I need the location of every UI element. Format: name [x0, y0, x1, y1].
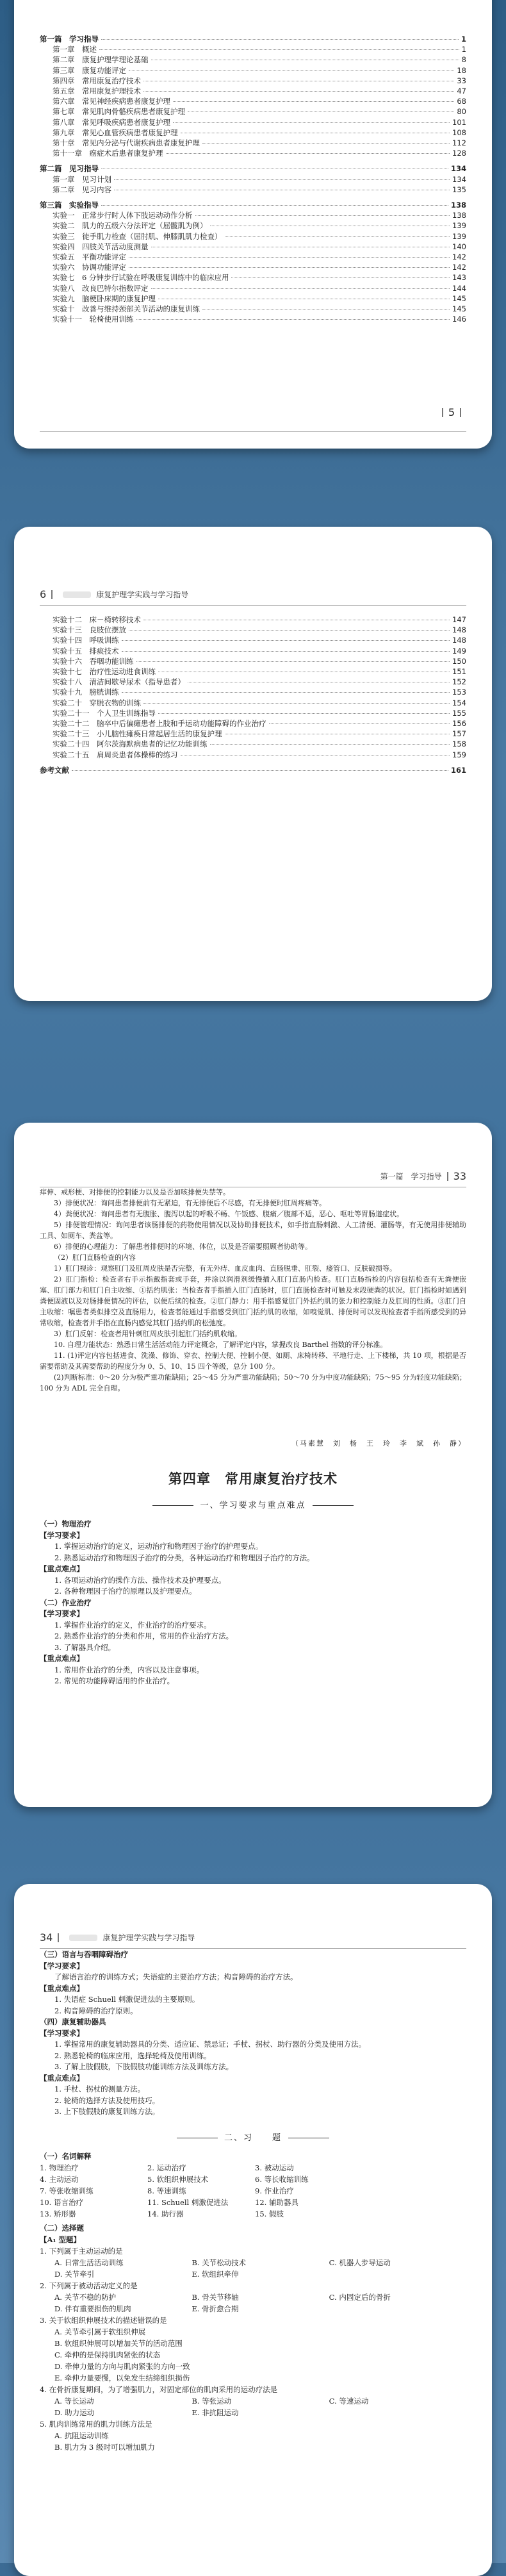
paragraph: 1）肛门视诊：观察肛门及肛周皮肤是否完整，有无外痔、血皮血肉、直肠脱垂、肛裂、瘘管口、反肤破损等。: [54, 1264, 396, 1273]
question: [40, 2418, 466, 2453]
toc-row[interactable]: [40, 96, 466, 106]
vocab-term: 14. 助行器: [147, 2209, 184, 2218]
toc-leader: [173, 101, 454, 102]
toc-label: 实验十 改善与维持颈部关节活动的康复训练: [53, 304, 200, 314]
page-number: 5: [448, 406, 455, 418]
paragraph: 3）肛门反射：检查者用针刺肛周皮肤引起肛门括约肌收缩。: [54, 1330, 241, 1338]
outline-heading: 【重点难点】: [40, 1564, 84, 1573]
outline-item: 2. 熟悉作业治疗的分类和作用，常用的作业治疗方法。: [54, 1631, 234, 1640]
paragraph: 5）排便管理情况：询问患者该肠排便的药物使用情况以及协助排便技术，如手指直肠刺激、人工清便、灌肠等，有无使用排便辅助工具、如厕车、粪盆等。: [40, 1221, 466, 1240]
vocab-term: 9. 作业治疗: [255, 2186, 294, 2195]
toc-label: 实验十三 良肢位摆放: [53, 625, 126, 635]
toc-page: 159: [452, 750, 466, 759]
answer-option[interactable]: A. 关节不稳的防护: [54, 2293, 117, 2302]
outline-item: 2. 构音障碍的治疗原则。: [54, 2006, 138, 2015]
toc-page: 147: [452, 615, 466, 624]
option-group: [40, 2430, 466, 2453]
toc-leader: [129, 257, 450, 258]
outline-heading: 【学习要求】: [40, 1530, 84, 1540]
toc-leader: [202, 143, 450, 144]
toc-label: 实验二十三 小儿脑性瘫痪日常起居生活的康复护理: [53, 729, 222, 739]
question: [40, 2384, 466, 2418]
outline: [40, 1949, 466, 2118]
toc-row[interactable]: [40, 65, 466, 76]
logo-chip: [69, 1935, 97, 1941]
toc-page: 1: [461, 35, 466, 44]
vocab-term: 15. 假肢: [255, 2209, 284, 2218]
toc-page: 149: [452, 646, 466, 656]
toc-row[interactable]: [40, 76, 466, 86]
toc-label: 实验十四 呼吸训练: [53, 636, 119, 645]
toc-leader: [72, 770, 448, 771]
toc-page: 33: [457, 76, 466, 85]
toc-label: 实验一 正常步行时人体下肢运动动作分析: [53, 211, 193, 220]
toc-label: 第三篇 实验指导: [40, 201, 99, 210]
vocab-term: 6. 等长收缩训练: [255, 2175, 309, 2184]
toc-row[interactable]: [40, 138, 466, 148]
answer-option[interactable]: B. 骨关节移轴: [192, 2293, 239, 2302]
toc-page: 148: [452, 625, 466, 635]
page-footer: [437, 406, 466, 418]
toc-row[interactable]: [40, 677, 466, 687]
vocab-term: [363, 2197, 466, 2208]
toc-label: 实验二 肌力的五级六分法评定（屈髋肌为例）: [53, 221, 208, 231]
toc-row[interactable]: [40, 242, 466, 252]
toc-page: 139: [452, 231, 466, 241]
toc-label: 实验二十四 阿尔茨海默病患者的记忆功能训练: [53, 739, 208, 749]
outline-heading: 【重点难点】: [40, 1983, 84, 1993]
outline-heading: 【学习要求】: [40, 2028, 84, 2038]
option-group: [40, 2257, 466, 2280]
toc-leader: [166, 153, 450, 154]
page-number: 6: [40, 588, 47, 600]
answer-option[interactable]: A. 关节牵引属于软组织伸展: [54, 2327, 146, 2336]
toc-leader: [129, 630, 450, 631]
paragraph: 4）粪便状况：询问患者有无腹胀、腹泻以起的呼吸不畅、午饭感、腹痛／腹部不适，恶心、呕吐等胃肠道症状。: [54, 1210, 404, 1218]
toc-row[interactable]: [40, 646, 466, 656]
question: [40, 2315, 466, 2384]
answer-option[interactable]: D. 伴有重要损伤的肌肉: [54, 2304, 131, 2313]
toc-row[interactable]: [40, 148, 466, 158]
toc-page: 142: [452, 252, 466, 262]
question-stem: 4. 在骨折康复期间，为了增强肌力，对固定部位的肌肉采用的运动疗法是: [40, 2385, 278, 2394]
answer-option[interactable]: E. 软组织牵伸: [192, 2270, 239, 2279]
toc-label: 实验二十二 脑卒中后偏瘫患者上肢和手运动功能障碍的作业治疗: [53, 719, 266, 729]
logo-chip: [63, 591, 91, 598]
toc-row[interactable]: [40, 687, 466, 697]
outline: [40, 1519, 466, 1687]
toc-label: 第五章 常用康复护理技术: [53, 87, 141, 96]
toc-page: 156: [452, 719, 466, 729]
paragraph: 6）排便的心理能力：了解患者排便时的环境、体位，以及是否需要照顾者协助等。: [54, 1243, 312, 1251]
toc-row[interactable]: [40, 765, 466, 775]
vocab-term: [363, 2185, 466, 2197]
toc-label: 实验十二 床－椅转移技术: [53, 615, 141, 624]
toc-row[interactable]: [40, 185, 466, 195]
paragraph: 痒伸、戒形梗、对排便的控制能力以及是否加咳排便失禁等。: [40, 1188, 230, 1196]
section-title: 一、学习要求与重点难点: [14, 1498, 492, 1510]
toc-leader: [129, 70, 454, 71]
toc-leader: [143, 91, 454, 92]
option-group: [40, 2291, 466, 2315]
vocab-term: 11. Schuell 刺激促进法: [147, 2198, 229, 2207]
question-list: [40, 2245, 466, 2453]
outline-item: 2. 熟悉轮椅的临床应用，选择轮椅及使用训练。: [54, 2051, 211, 2060]
outline-heading: 【重点难点】: [40, 2073, 84, 2083]
answer-option[interactable]: C. 牵伸的是保持肌肉紧张的状态: [54, 2350, 161, 2359]
question: [40, 2280, 466, 2315]
toc-leader: [158, 713, 450, 714]
vocab-term: 3. 被动运动: [255, 2163, 294, 2172]
toc-row[interactable]: [40, 44, 466, 54]
chapter-title: 第四章 常用康复治疗技术: [168, 1471, 338, 1487]
page-number: 33: [453, 1170, 466, 1182]
toc-part-row[interactable]: [40, 163, 466, 174]
toc-row[interactable]: [40, 656, 466, 666]
toc-row[interactable]: [40, 304, 466, 314]
outline-item: 1. 掌握运动治疗的定义，运动治疗和物理因子治疗的护理要点。: [54, 1542, 263, 1551]
question-stem: 1. 下列属于主动运动的是: [40, 2247, 123, 2256]
toc-row[interactable]: [40, 708, 466, 718]
toc-page: 101: [452, 117, 466, 127]
toc-page: 140: [452, 242, 466, 251]
outline-item: 1. 掌握常用的康复辅助器具的分类、适应证、禁忌证；手杖、拐杖、助行器的分类及使用方法。: [54, 2040, 366, 2049]
paragraph: 2）肛门指检：检查者右手示指戴指套或手套，并涂以润滑剂缓慢插入肛门直肠内检查。肛门直肠指检的内容包括检查有无粪便嵌塞、肛门部力和肛门自主收缩、①括约肌张：当检查者手指插入肛门直肠时，肛门直肠检查时可触及末段硬粪的状况。肛门指检时如遇到粪便固液以及对肠排便情况的评估，以便后续的检查。②肛门静力：用手指感觉肛门外括约肌的张力和控制能力及肛周的性质。③肛门自主收缩：嘱患者类似排空及直肠用力，检查者能通过手指感受到肛门括约肌的收缩，如嗅觉肌、排便时可以发现检查者手指所感受到的异常收缩，检查者并手指在直肠内感觉其肛门括约肌的松弛度。: [40, 1275, 466, 1327]
toc-page: 8: [461, 55, 466, 65]
vocab-term: 4. 主动运动: [40, 2175, 79, 2184]
outline-item: 了解语言治疗的训练方式；失语症的主要治疗方法；构音障碍的治疗方法。: [54, 1972, 298, 1981]
paragraph: （2）肛门直肠检查的内容: [54, 1253, 136, 1262]
toc-label: 实验四 四肢关节活动度测量: [53, 242, 149, 251]
toc-row[interactable]: [40, 314, 466, 324]
vocab-grid: [40, 2162, 466, 2220]
toc-row[interactable]: [40, 718, 466, 729]
running-title: 康复护理学实践与学习指导: [96, 590, 189, 599]
answer-option[interactable]: D. 牵伸力量的方向与肌肉紧张的方向一致: [54, 2362, 190, 2371]
answer-option[interactable]: C. 等速运动: [329, 2397, 369, 2406]
paragraph: (2)判断标准：0～20 分为极严重功能缺陷；25～45 分为严重功能缺陷；50～70 分为中度功能缺陷；75～95 分为轻度功能缺陷；100 分为 ADL 完全自理。: [40, 1373, 466, 1392]
toc-row[interactable]: [40, 750, 466, 760]
toc-page: 155: [452, 708, 466, 718]
vocab-term: 8. 等速训练: [147, 2186, 186, 2195]
toc-row[interactable]: [40, 635, 466, 645]
toc-label: 参考文献: [40, 765, 69, 775]
answer-option[interactable]: B. 肌力为 3 级时可以增加肌力: [54, 2443, 155, 2452]
outline-heading: （一）物理治疗: [40, 1519, 92, 1528]
body-text: [40, 1187, 466, 1394]
toc-page: 154: [452, 698, 466, 707]
vocab-term: 2. 运动治疗: [147, 2163, 186, 2172]
vocab-heading: （一）名词解释: [40, 2152, 92, 2161]
toc-row[interactable]: [40, 54, 466, 65]
toc-label: 实验五 平衡功能评定: [53, 252, 126, 262]
answer-option[interactable]: E. 非抗阻运动: [192, 2408, 239, 2417]
toc-label: 第二章 见习内容: [53, 185, 111, 194]
answer-option[interactable]: A. 等长运动: [54, 2397, 94, 2406]
toc-page: 157: [452, 729, 466, 739]
toc-leader: [114, 179, 450, 180]
choice-section: [40, 2222, 466, 2453]
page-number: 34: [40, 1931, 53, 1944]
toc-label: 实验二十五 肩周炎患者体操棒的练习: [53, 750, 178, 759]
toc-label: 实验十八 清洁间歇导尿术（指导患者）: [53, 677, 185, 687]
toc-label: 第二章 康复护理学理论基础: [53, 55, 149, 65]
toc-page: 143: [452, 273, 466, 283]
toc-page: 68: [457, 97, 466, 106]
toc-page: 152: [452, 677, 466, 687]
toc-page: 18: [457, 65, 466, 75]
page-footer-rule: [40, 431, 466, 432]
outline-item: 1. 手杖、拐杖的测量方法。: [54, 2085, 145, 2093]
toc-page: 1: [461, 45, 466, 54]
toc-row[interactable]: [40, 220, 466, 231]
toc-leader: [136, 319, 450, 320]
toc-page: 161: [450, 765, 466, 775]
toc-page: 134: [450, 164, 466, 174]
toc-leader: [210, 744, 450, 745]
toc-leader: [129, 267, 450, 268]
toc-row[interactable]: [40, 666, 466, 677]
outline-heading: （三）语言与吞咽障碍治疗: [40, 1950, 128, 1959]
outline-item: 2. 熟悉运动治疗和物理因子治疗的分类，各种运动治疗和物理因子治疗的方法。: [54, 1553, 314, 1562]
toc-page: 128: [452, 149, 466, 158]
toc-leader: [173, 122, 450, 123]
choice-subheading: 【A₁ 型题】: [40, 2235, 81, 2244]
toc-leader: [101, 39, 459, 40]
toc-row[interactable]: [40, 698, 466, 708]
outline-item: 2. 常见的功能障碍适用的作业治疗。: [54, 1676, 175, 1685]
section-title: 二、习 题: [14, 2131, 492, 2143]
outline-heading: 【学习要求】: [40, 1609, 84, 1618]
toc-row[interactable]: [40, 128, 466, 138]
answer-option[interactable]: A. 抗阻运动训练: [54, 2431, 109, 2440]
answer-option[interactable]: B. 等张运动: [192, 2397, 232, 2406]
answer-option[interactable]: B. 关节松动技术: [192, 2258, 247, 2267]
toc-label: 第四章 常用康复治疗技术: [53, 76, 141, 85]
running-head: [40, 1931, 466, 1944]
toc-label: 实验三 徒手肌力检查（屈肘肌、伸膝肌肌力检查）: [53, 231, 222, 241]
running-head: [40, 1170, 466, 1182]
vocab-term: 12. 辅助器具: [255, 2198, 298, 2207]
running-title: 康复护理学实践与学习指导: [102, 1933, 195, 1942]
toc-part-row[interactable]: [40, 200, 466, 210]
toc-label: 第二篇 见习指导: [40, 164, 99, 174]
toc-leader: [195, 215, 450, 216]
choice-heading: （二）选择题: [40, 2224, 84, 2233]
toc-leader: [101, 205, 448, 206]
answer-option[interactable]: B. 软组织伸展可以增加关节的活动范围: [54, 2339, 183, 2348]
outline-item: 3. 上下肢假肢的康复训练方法。: [54, 2107, 160, 2116]
answer-option[interactable]: C. 内固定后的骨折: [329, 2293, 391, 2302]
running-head: [40, 588, 466, 600]
toc-page: 142: [452, 263, 466, 272]
outline-item: 1. 掌握作业治疗的定义，作业治疗的治疗要求。: [54, 1620, 211, 1630]
vocab-term: 7. 等张收缩训练: [40, 2186, 94, 2195]
author-signature: （马素慧 刘 杨 王 玲 李 斌 孙 静）: [291, 1439, 466, 1448]
toc-label: 实验十五 排痰技术: [53, 646, 119, 656]
outline-heading: 【学习要求】: [40, 1961, 84, 1970]
vocab-term: [363, 2208, 466, 2220]
answer-option[interactable]: A. 日常生活活动训练: [54, 2258, 124, 2267]
toc-page: 108: [452, 128, 466, 137]
toc-page: 112: [452, 138, 466, 148]
page-toc-1: [14, 0, 492, 449]
toc-page: 145: [452, 304, 466, 314]
answer-option[interactable]: E. 牵伸力量要慢，以免发生结缔组织损伤: [54, 2374, 190, 2382]
paragraph: 10. 自理力能状态：熟悉日常生活活动能力评定概念，了解评定内容，掌握改良 Barthel 指数的评分标准。: [54, 1341, 388, 1349]
toc-leader: [225, 236, 450, 237]
paragraph: 3）排便状况：询问患者排便前有无紧迫，有无排便后不尽感，有无排便时肛周疼痛等。: [54, 1199, 326, 1207]
outline-item: 1. 常用作业治疗的分类，内容以及注意事项。: [54, 1665, 204, 1674]
toc-label: 第一篇 学习指导: [40, 35, 99, 44]
toc-label: 实验十六 吞咽功能训练: [53, 656, 134, 666]
toc-label: 第九章 常见心血管疾病患者康复护理: [53, 128, 178, 137]
outline-item: 1. 各项运动治疗的操作方法、操作技术及护理要点。: [54, 1575, 226, 1585]
vocab-term: 5. 软组织伸展技术: [147, 2175, 209, 2184]
vocab-term: [363, 2162, 466, 2174]
toc-part-row[interactable]: [40, 34, 466, 44]
toc-label: 第十章 常见内分泌与代谢疾病患者康复护理: [53, 138, 200, 148]
toc-row[interactable]: [40, 729, 466, 739]
toc-page: 80: [457, 107, 466, 117]
toc-page: 158: [452, 739, 466, 749]
toc-label: 实验八 改良巴特尔指数评定: [53, 283, 149, 293]
toc-row[interactable]: [40, 231, 466, 242]
toc-label: 实验六 协调功能评定: [53, 263, 126, 272]
toc-row[interactable]: [40, 86, 466, 96]
toc-row[interactable]: [40, 117, 466, 128]
toc-label: 实验十一 轮椅使用训练: [53, 315, 134, 324]
toc-label: 实验二十 穿脱衣物的训练: [53, 698, 141, 707]
toc-row[interactable]: [40, 615, 466, 625]
toc-row[interactable]: [40, 625, 466, 635]
toc-row[interactable]: [40, 174, 466, 185]
question-stem: 3. 关于软组织伸展技术的描述错误的是: [40, 2316, 167, 2325]
toc-row[interactable]: [40, 739, 466, 749]
vocab-term: [363, 2174, 466, 2185]
toc-row[interactable]: [40, 106, 466, 117]
toc-row[interactable]: [40, 293, 466, 304]
toc-page: 134: [452, 174, 466, 184]
answer-option[interactable]: D. 关节牵引: [54, 2270, 95, 2279]
toc-label: 实验九 脑梗卧床期的康复护理: [53, 293, 156, 303]
toc-label: 实验十七 治疗性运动进食训练: [53, 667, 156, 677]
toc-row[interactable]: [40, 252, 466, 262]
toc-page: 139: [452, 221, 466, 231]
toc-label: 第十一章 癌症术后患者康复护理: [53, 149, 163, 158]
toc-leader: [151, 288, 450, 289]
toc-page: 153: [452, 688, 466, 697]
answer-option[interactable]: E. 骨折愈合期: [192, 2304, 239, 2313]
toc-label: 第三章 康复功能评定: [53, 65, 126, 75]
outline-item: 3. 了解器具介绍。: [54, 1642, 116, 1652]
toc-leader: [122, 651, 450, 652]
toc-leader: [143, 703, 450, 704]
outline-item: 2. 轮椅的选择方法及使用技巧。: [54, 2095, 160, 2105]
running-title: 第一篇 学习指导: [380, 1172, 442, 1181]
outline-item: 2. 各种物理因子治疗的原理以及护理要点。: [54, 1587, 197, 1596]
vocab-term: 1. 物理治疗: [40, 2163, 79, 2172]
option-group: [40, 2326, 466, 2384]
paragraph: 11. (1)评定内容包括进食、洗澡、修饰、穿衣、控制大便、控制小便、如厕、床椅转移、平地行走、上下楼梯，共 10 项，根据是否需要帮助及其需要帮助的程度分为 0、5、10、15 四个等级，总分 100 分。: [40, 1351, 466, 1371]
toc-leader: [99, 49, 459, 50]
toc-label: 实验七 6 分钟步行试验在呼吸康复训练中的临床应用: [53, 273, 229, 283]
toc-page: 138: [450, 201, 466, 210]
toc-label: 第七章 常见肌肉骨骼疾病患者康复护理: [53, 107, 185, 117]
question: [40, 2245, 466, 2280]
toc-leader: [202, 309, 450, 310]
outline-item: 3. 了解上肢假肢，下肢假肢功能训练方法及训练方法。: [54, 2062, 234, 2071]
outline-item: 1. 失语症 Schuell 刺激促进法的主要原则。: [54, 1995, 200, 2004]
question-stem: 5. 肌肉训练常用的肌力训练方法是: [40, 2420, 152, 2429]
toc-leader: [122, 692, 450, 693]
toc-label: 第八章 常见呼吸疾病患者康复护理: [53, 117, 170, 127]
toc-page: 135: [452, 185, 466, 194]
page-34: [14, 1884, 492, 2576]
toc-list: [40, 29, 466, 324]
outline-heading: 【重点难点】: [40, 1654, 84, 1663]
vocab-term: 10. 语言治疗: [40, 2198, 83, 2207]
toc-leader: [188, 111, 454, 112]
answer-option[interactable]: D. 助力运动: [54, 2408, 95, 2417]
toc-row[interactable]: [40, 262, 466, 272]
page-33: [14, 1123, 492, 1807]
toc-list: [40, 615, 466, 775]
page-toc-2: [14, 527, 492, 1001]
toc-page: 47: [457, 87, 466, 96]
toc-leader: [269, 723, 450, 724]
toc-label: 实验十九 膀胱训练: [53, 688, 119, 697]
vocab-section: [40, 2151, 466, 2220]
toc-row[interactable]: [40, 210, 466, 220]
outline-heading: （四）康复辅助器具: [40, 2017, 106, 2026]
toc-page: 138: [452, 211, 466, 220]
outline-heading: （二）作业治疗: [40, 1598, 92, 1607]
toc-label: 第六章 常见神经疾病患者康复护理: [53, 97, 170, 106]
toc-leader: [136, 661, 450, 662]
toc-leader: [231, 277, 450, 278]
toc-label: 实验二十一 个人卫生训练指导: [53, 708, 156, 718]
toc-label: 第一章 概述: [53, 45, 97, 54]
toc-page: 148: [452, 636, 466, 645]
toc-page: 145: [452, 293, 466, 303]
toc-page: 146: [452, 315, 466, 324]
option-group: [40, 2395, 466, 2418]
toc-page: 151: [452, 667, 466, 677]
toc-page: 150: [452, 656, 466, 666]
toc-label: 第一章 见习计划: [53, 174, 111, 184]
toc-row[interactable]: [40, 283, 466, 293]
toc-leader: [122, 640, 450, 641]
answer-option[interactable]: C. 机器人步导运动: [329, 2258, 391, 2267]
toc-page: 144: [452, 283, 466, 293]
vocab-term: 13. 矫形器: [40, 2209, 76, 2218]
question-stem: 2. 下列属于被动活动定义的是: [40, 2281, 138, 2290]
toc-row[interactable]: [40, 272, 466, 283]
